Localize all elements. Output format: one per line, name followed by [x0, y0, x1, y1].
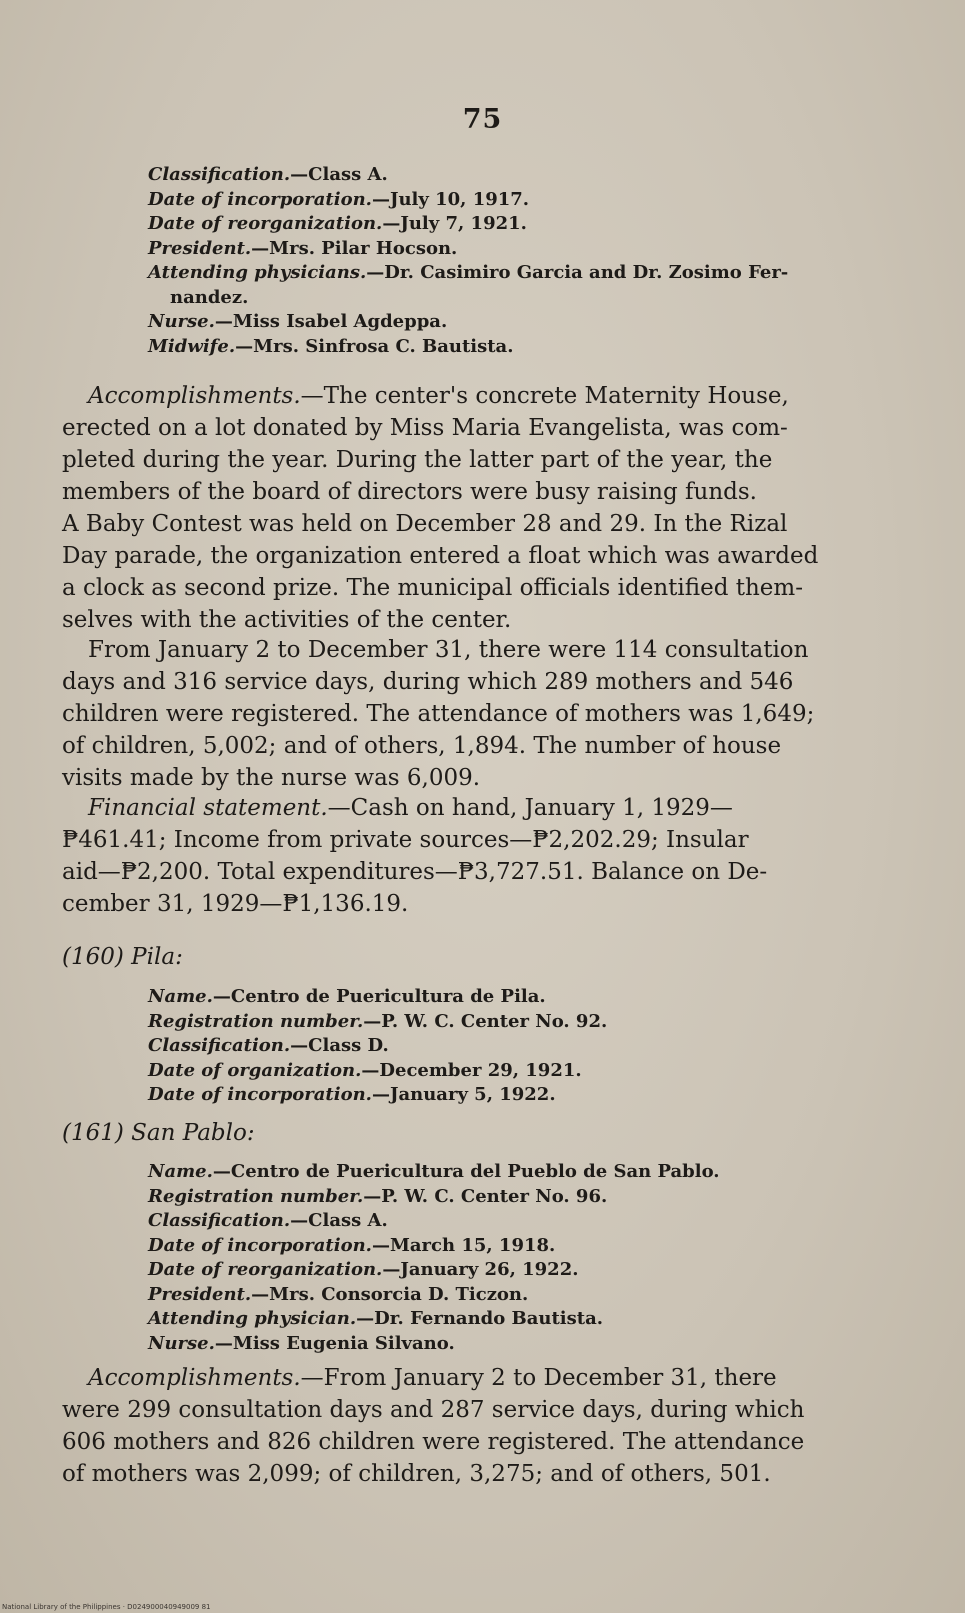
para-line: From January 2 to December 31, there were 114 consultation [88, 637, 809, 663]
para-line: days and 316 service days, during which 289 mothers and 546 [62, 669, 794, 695]
reorganization-line: Date of reorganization.—January 26, 1922. [148, 1259, 579, 1280]
incorporation-line: Date of incorporation.—July 10, 1917. [148, 188, 530, 210]
para-line: of children, 5,002; and of others, 1,894. The number of house [62, 733, 782, 759]
para-line: children were registered. The attendance of mothers was 1,649; [62, 701, 815, 727]
organization-line: Date of organization.—December 29, 1921. [148, 1059, 582, 1081]
san-pablo-accomplishments-paragraph [62, 1362, 882, 1490]
name-line: Name.—Centro de Puericultura del Pueblo de San Pablo. [148, 1161, 720, 1182]
section-161-heading: (161) San Pablo: [62, 1120, 255, 1146]
incorporation-line: Date of incorporation.—March 15, 1918. [148, 1234, 556, 1256]
para-line: Accomplishments.—The center's concrete Maternity House, [88, 383, 789, 409]
president-line: President.—Mrs. Pilar Hocson. [148, 237, 458, 259]
center-details-block [148, 163, 888, 359]
para-line: of mothers was 2,099; of children, 3,275; and of others, 501. [62, 1461, 771, 1487]
section-160-heading: (160) Pila: [62, 944, 183, 970]
para-line: Day parade, the organization entered a float which was awarded [62, 543, 819, 569]
para-line: pleted during the year. During the latter part of the year, the [62, 447, 773, 473]
para-line: ₱461.41; Income from private sources—₱2,202.29; Insular [62, 827, 749, 853]
reorganization-line: Date of reorganization.—July 7, 1921. [148, 213, 527, 234]
para-line: Accomplishments.—From January 2 to December 31, there [88, 1365, 777, 1391]
accomplishments-paragraph [62, 380, 882, 636]
page-number: 75 [462, 104, 503, 135]
section-161-details [148, 1160, 888, 1356]
para-line: aid—₱2,200. Total expenditures—₱3,727.51. Balance on De- [62, 859, 768, 885]
classification-line: Classification.—Class A. [148, 164, 388, 185]
midwife-line: Midwife.—Mrs. Sinfrosa C. Bautista. [148, 335, 514, 357]
para-line: Financial statement.—Cash on hand, January 1, 1929— [88, 795, 733, 821]
para-line: A Baby Contest was held on December 28 and 29. In the Rizal [62, 511, 788, 537]
name-line: Name.—Centro de Puericultura de Pila. [148, 986, 546, 1007]
nurse-line: Nurse.—Miss Isabel Agdeppa. [148, 311, 448, 332]
physician-line: Attending physician.—Dr. Fernando Bautista. [148, 1308, 604, 1329]
para-line: cember 31, 1929—₱1,136.19. [62, 891, 409, 917]
nurse-line: Nurse.—Miss Eugenia Silvano. [148, 1332, 455, 1354]
president-line: President.—Mrs. Consorcia D. Ticzon. [148, 1283, 529, 1305]
registration-line: Registration number.—P. W. C. Center No. 96. [148, 1185, 608, 1207]
para-line: a clock as second prize. The municipal officials identified them- [62, 575, 803, 601]
scan-footer-credit: National Library of the Philippines · D024900040949009 81 [2, 1603, 211, 1611]
financial-paragraph [62, 792, 882, 920]
para-line: members of the board of directors were busy raising funds. [62, 479, 757, 505]
para-line: 606 mothers and 826 children were registered. The attendance [62, 1429, 805, 1455]
registration-line: Registration number.—P. W. C. Center No. 92. [148, 1010, 608, 1032]
para-line: selves with the activities of the center. [62, 607, 512, 633]
physicians-line-continued: nandez. [170, 286, 249, 308]
classification-line: Classification.—Class A. [148, 1210, 388, 1231]
section-160-details [148, 985, 888, 1108]
classification-line: Classification.—Class D. [148, 1035, 389, 1056]
physicians-line: Attending physicians.—Dr. Casimiro Garcia and Dr. Zosimo Fer- [148, 262, 789, 283]
para-line: erected on a lot donated by Miss Maria Evangelista, was com- [62, 415, 788, 441]
incorporation-line: Date of incorporation.—January 5, 1922. [148, 1084, 556, 1105]
para-line: were 299 consultation days and 287 service days, during which [62, 1397, 805, 1423]
para-line: visits made by the nurse was 6,009. [62, 765, 481, 791]
attendance-paragraph [62, 634, 882, 794]
